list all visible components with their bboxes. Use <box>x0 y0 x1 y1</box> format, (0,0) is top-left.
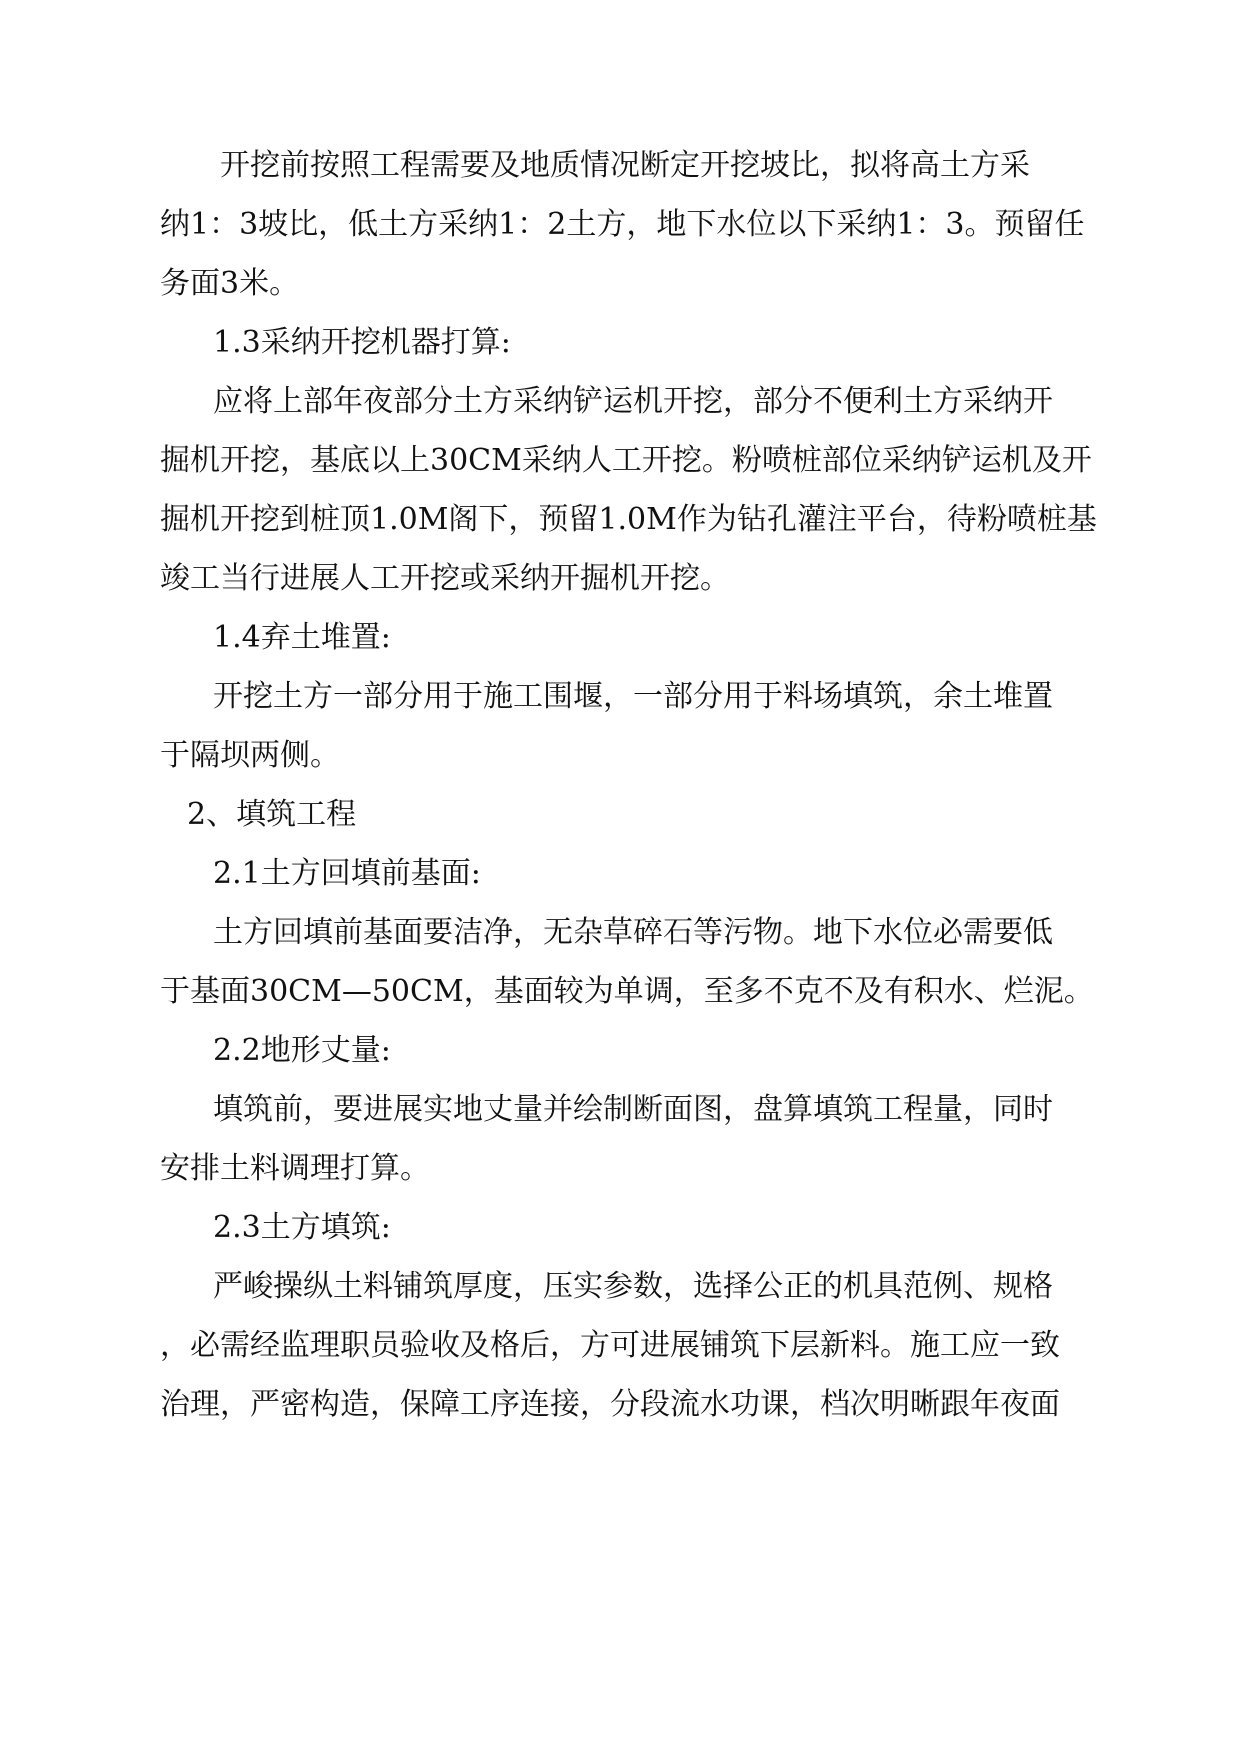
paragraph-line: 竣工当行进展人工开挖或采纳开掘机开挖。 <box>160 561 730 596</box>
paragraph-line: 填筑前，要进展实地丈量并绘制断面图，盘算填筑工程量，同时 <box>213 1092 1053 1127</box>
paragraph-line: 务面3米。 <box>160 266 300 301</box>
paragraph-line: 应将上部年夜部分土方采纳铲运机开挖，部分不便利土方采纳开 <box>213 384 1053 419</box>
paragraph-line: 土方回填前基面要洁净，无杂草碎石等污物。地下水位必需要低 <box>213 915 1053 950</box>
paragraph-line: 开挖前按照工程需要及地质情况断定开挖坡比，拟将高土方采 <box>220 148 1030 183</box>
paragraph-line: 于基面30CM—50CM，基面较为单调，至多不克不及有积水、烂泥。 <box>160 974 1094 1009</box>
paragraph-line: ，必需经监理职员验收及格后，方可进展铺筑下层新料。施工应一致 <box>160 1328 1060 1363</box>
paragraph-line: 严峻操纵土料铺筑厚度，压实参数，选择公正的机具范例、规格 <box>213 1269 1053 1304</box>
paragraph-line: 开挖土方一部分用于施工围堰，一部分用于料场填筑，余土堆置 <box>213 679 1053 714</box>
section-heading: 1.4弃土堆置: <box>213 620 391 655</box>
paragraph-line: 纳1：3坡比，低土方采纳1：2土方，地下水位以下采纳1：3。预留任 <box>160 207 1085 242</box>
section-heading: 2.3土方填筑: <box>213 1210 391 1245</box>
paragraph-line: 治理，严密构造，保障工序连接，分段流水功课，档次明晰跟年夜面 <box>160 1387 1060 1422</box>
section-heading: 2.2地形丈量: <box>213 1033 391 1068</box>
paragraph-line: 掘机开挖到桩顶1.0M阁下，预留1.0M作为钻孔灌注平台，待粉喷桩基 <box>160 502 1097 537</box>
paragraph-line: 掘机开挖，基底以上30CM采纳人工开挖。粉喷桩部位采纳铲运机及开 <box>160 443 1092 478</box>
chapter-heading: 2、填筑工程 <box>187 797 357 832</box>
section-heading: 2.1土方回填前基面: <box>213 856 481 891</box>
paragraph-line: 于隔坝两侧。 <box>160 738 340 773</box>
section-heading: 1.3采纳开挖机器打算: <box>213 325 511 360</box>
paragraph-line: 安排土料调理打算。 <box>160 1151 430 1186</box>
